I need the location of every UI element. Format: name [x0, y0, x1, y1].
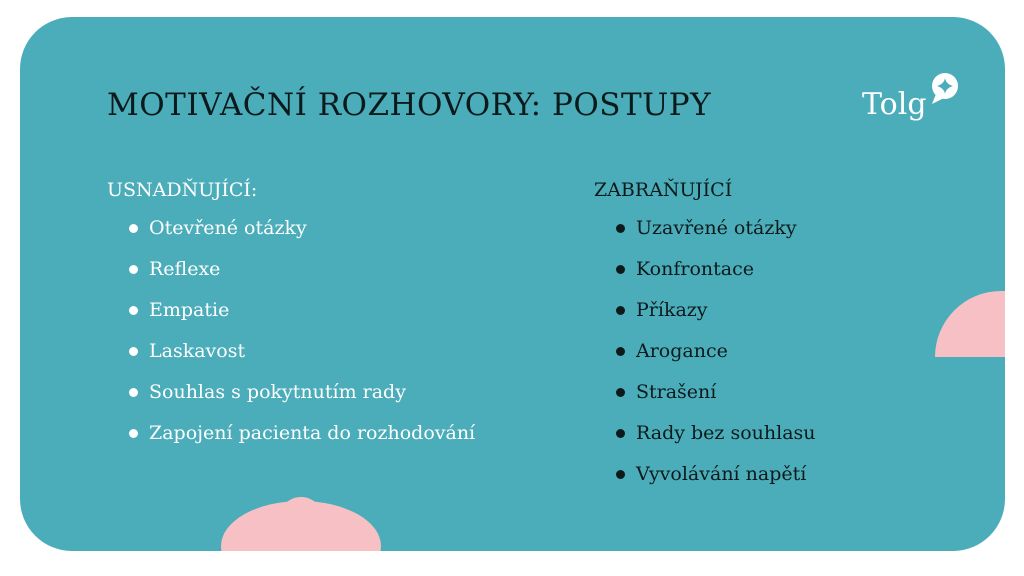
hindering-column: [594, 177, 816, 502]
speech-bubble-plus-icon: [928, 72, 960, 106]
list-item: [107, 420, 475, 461]
list-item-label: Empatie: [149, 299, 230, 321]
facilitating-list: [107, 215, 475, 461]
bullet-icon: [616, 388, 625, 397]
list-item: [594, 379, 816, 420]
facilitating-column: [107, 177, 475, 461]
list-item-label: Rady bez souhlasu: [636, 422, 816, 444]
list-item-label: Strašení: [636, 381, 717, 403]
bullet-icon: [129, 306, 138, 315]
list-item: [594, 461, 816, 502]
list-item: [594, 420, 816, 461]
hindering-list: [594, 215, 816, 502]
bullet-icon: [129, 429, 138, 438]
decorative-half-circle: [935, 291, 1005, 357]
list-item: [594, 215, 816, 256]
bullet-icon: [129, 388, 138, 397]
list-item: [107, 338, 475, 379]
list-item: [594, 338, 816, 379]
list-item-label: Příkazy: [636, 299, 708, 321]
hindering-heading: ZABRAŇUJÍCÍ: [594, 179, 733, 201]
bullet-icon: [616, 306, 625, 315]
list-item: [107, 256, 475, 297]
slide-title: MOTIVAČNÍ ROZHOVORY: POSTUPY: [107, 87, 712, 123]
list-item: [594, 256, 816, 297]
list-item: [107, 379, 475, 420]
bullet-icon: [616, 265, 625, 274]
bullet-icon: [129, 224, 138, 233]
bullet-icon: [129, 347, 138, 356]
bullet-icon: [616, 224, 625, 233]
list-item-label: Otevřené otázky: [149, 217, 307, 239]
list-item-label: Konfrontace: [636, 258, 754, 280]
bullet-icon: [616, 347, 625, 356]
bullet-icon: [616, 429, 625, 438]
list-item: [107, 297, 475, 338]
bullet-icon: [129, 265, 138, 274]
facilitating-heading: USNADŇUJÍCÍ:: [107, 179, 258, 201]
list-item: [594, 297, 816, 338]
list-item: [107, 215, 475, 256]
list-item-label: Laskavost: [149, 340, 246, 362]
decorative-flower: [210, 488, 390, 551]
bullet-icon: [616, 470, 625, 479]
list-item-label: Zapojení pacienta do rozhodování: [149, 422, 476, 444]
slide: [20, 17, 1005, 551]
list-item-label: Reflexe: [149, 258, 221, 280]
list-item-label: Arogance: [636, 340, 728, 362]
logo-text: Tolg: [862, 87, 927, 122]
list-item-label: Uzavřené otázky: [636, 217, 797, 239]
list-item-label: Vyvolávání napětí: [636, 463, 807, 485]
list-item-label: Souhlas s pokytnutím rady: [149, 381, 406, 403]
